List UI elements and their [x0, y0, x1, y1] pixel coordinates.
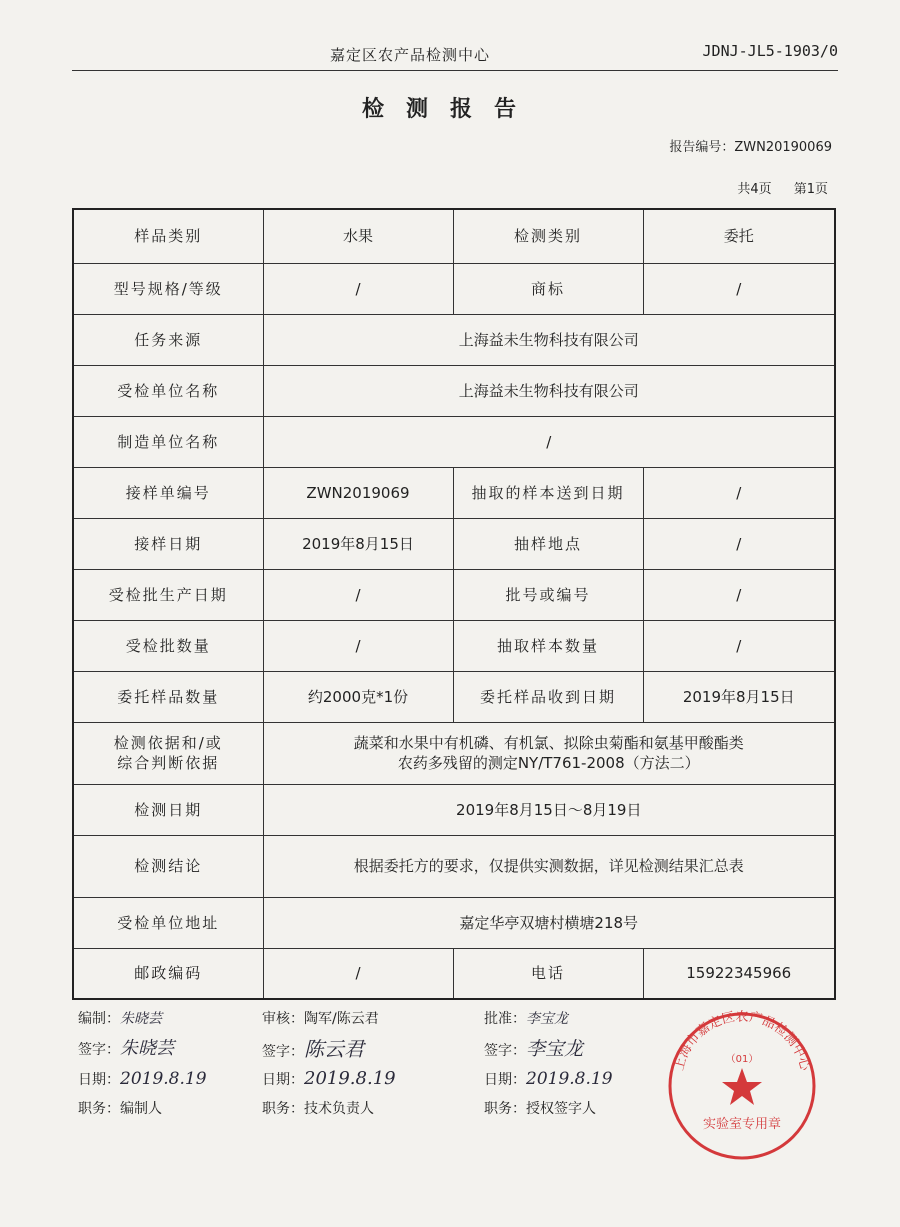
cell-label: 接样单编号: [73, 467, 263, 518]
role-label: 审核：: [262, 1011, 304, 1027]
handwritten-date: 2019.8.19: [304, 1068, 396, 1089]
cell-label: 检测类别: [453, 209, 643, 263]
cell-label: 受检单位名称: [73, 365, 263, 416]
table-row: [73, 722, 835, 784]
cell-value: 上海益未生物科技有限公司: [263, 365, 835, 416]
cell-value-line: 农药多残留的测定NY/T761-2008（方法二）: [397, 754, 700, 772]
cell-label: 型号规格/等级: [73, 263, 263, 314]
cell-value: /: [263, 948, 453, 999]
table-row: [73, 263, 835, 314]
role-label: 编制：: [78, 1011, 120, 1027]
cell-value: /: [263, 263, 453, 314]
header-center-name: 嘉定区农产品检测中心: [330, 46, 491, 64]
cell-value: 15922345966: [643, 948, 835, 999]
date-label: 日期：: [78, 1072, 120, 1088]
cell-label: 邮政编码: [73, 948, 263, 999]
handwritten-date: 2019.8.19: [120, 1069, 207, 1089]
cell-value: 2019年8月15日: [643, 671, 835, 722]
cell-value: 上海益未生物科技有限公司: [263, 314, 835, 365]
cell-value: [263, 722, 835, 784]
cell-value-line: 蔬菜和水果中有机磷、有机氯、拟除虫菊酯和氨基甲酸酯类: [353, 734, 744, 752]
page-count: 共4页 第1页: [737, 182, 828, 197]
signature-reviewer: [262, 1004, 396, 1124]
cell-label: 任务来源: [73, 314, 263, 365]
cell-label: 检测日期: [73, 784, 263, 835]
cell-label: 受检单位地址: [73, 897, 263, 948]
table-row: [73, 620, 835, 671]
cell-value: 2019年8月15日: [263, 518, 453, 569]
cell-value: /: [643, 569, 835, 620]
seal-inner-text: 实验室专用章: [702, 1117, 782, 1132]
seal-sub-text: （01）: [725, 1054, 759, 1065]
handwritten-signature: 李宝龙: [526, 1038, 584, 1060]
sign-label: 签字：: [78, 1042, 120, 1058]
cell-label: 检测结论: [73, 835, 263, 897]
signature-preparer: [78, 1004, 207, 1124]
table-row: [73, 209, 835, 263]
cell-label-line: 检测依据和/或: [113, 734, 223, 752]
table-row: [73, 467, 835, 518]
cell-value: /: [643, 263, 835, 314]
table-row: [73, 897, 835, 948]
handwritten-signature: 陈云君: [304, 1037, 364, 1061]
cell-value: /: [263, 620, 453, 671]
table-row: [73, 948, 835, 999]
cell-value: 2019年8月15日～8月19日: [263, 784, 835, 835]
cell-label: 样品类别: [73, 209, 263, 263]
cell-label: 电话: [453, 948, 643, 999]
cell-value: ZWN2019069: [263, 467, 453, 518]
cell-value: /: [643, 467, 835, 518]
handwritten-signature: 朱晓芸: [120, 1038, 174, 1059]
report-number: 报告编号：ZWN20190069: [669, 140, 832, 155]
table-row: [73, 784, 835, 835]
title-label: 职务：: [262, 1101, 304, 1117]
cell-value: 根据委托方的要求，仅提供实测数据，详见检测结果汇总表: [263, 835, 835, 897]
sign-label: 签字：: [484, 1043, 526, 1059]
role-label: 批准：: [484, 1011, 526, 1027]
table-row: [73, 416, 835, 467]
date-label: 日期：: [484, 1072, 526, 1088]
cell-value: 嘉定华亭双塘村横塘218号: [263, 897, 835, 948]
cell-label: 制造单位名称: [73, 416, 263, 467]
cell-value: /: [263, 416, 835, 467]
title-value: 编制人: [120, 1101, 162, 1117]
title-value: 授权签字人: [526, 1101, 596, 1117]
table-row: [73, 365, 835, 416]
title-label: 职务：: [78, 1101, 120, 1117]
cell-label: 抽取样本数量: [453, 620, 643, 671]
table-row: [73, 569, 835, 620]
header-doc-code: JDNJ-JL5-1903/0: [702, 42, 838, 60]
title-value: 技术负责人: [304, 1101, 374, 1117]
table-row: [73, 314, 835, 365]
cell-label: 接样日期: [73, 518, 263, 569]
role-name: 李宝龙: [526, 1011, 568, 1027]
title-label: 职务：: [484, 1101, 526, 1117]
cell-label: 抽样地点: [453, 518, 643, 569]
cell-value: /: [263, 569, 453, 620]
cell-label: 批号或编号: [453, 569, 643, 620]
role-name: 陶军/陈云君: [304, 1011, 379, 1027]
table-row: [73, 671, 835, 722]
cell-value: 约2000克*1份: [263, 671, 453, 722]
cell-label: 受检批数量: [73, 620, 263, 671]
handwritten-date: 2019.8.19: [526, 1069, 613, 1089]
cell-value: /: [643, 620, 835, 671]
cell-label: [73, 722, 263, 784]
date-label: 日期：: [262, 1072, 304, 1088]
cell-label: 受检批生产日期: [73, 569, 263, 620]
cell-value: 水果: [263, 209, 453, 263]
signature-approver: [484, 1004, 613, 1124]
report-table: [72, 208, 836, 1000]
table-row: [73, 835, 835, 897]
cell-label-line: 综合判断依据: [117, 754, 220, 772]
cell-label: 委托样品数量: [73, 671, 263, 722]
cell-value: /: [643, 518, 835, 569]
cell-label: 抽取的样本送到日期: [453, 467, 643, 518]
sign-label: 签字：: [262, 1044, 304, 1060]
header-rule: [72, 70, 838, 71]
seal-ring-text: 上海市嘉定区农产品检测中心: [671, 1010, 813, 1073]
cell-label: 委托样品收到日期: [453, 671, 643, 722]
seal-star-icon: [722, 1068, 762, 1105]
cell-value: 委托: [643, 209, 835, 263]
official-seal: [666, 1010, 818, 1162]
page-title: 检测报告: [361, 97, 538, 122]
table-row: [73, 518, 835, 569]
cell-label: 商标: [453, 263, 643, 314]
role-name: 朱晓芸: [120, 1011, 162, 1027]
